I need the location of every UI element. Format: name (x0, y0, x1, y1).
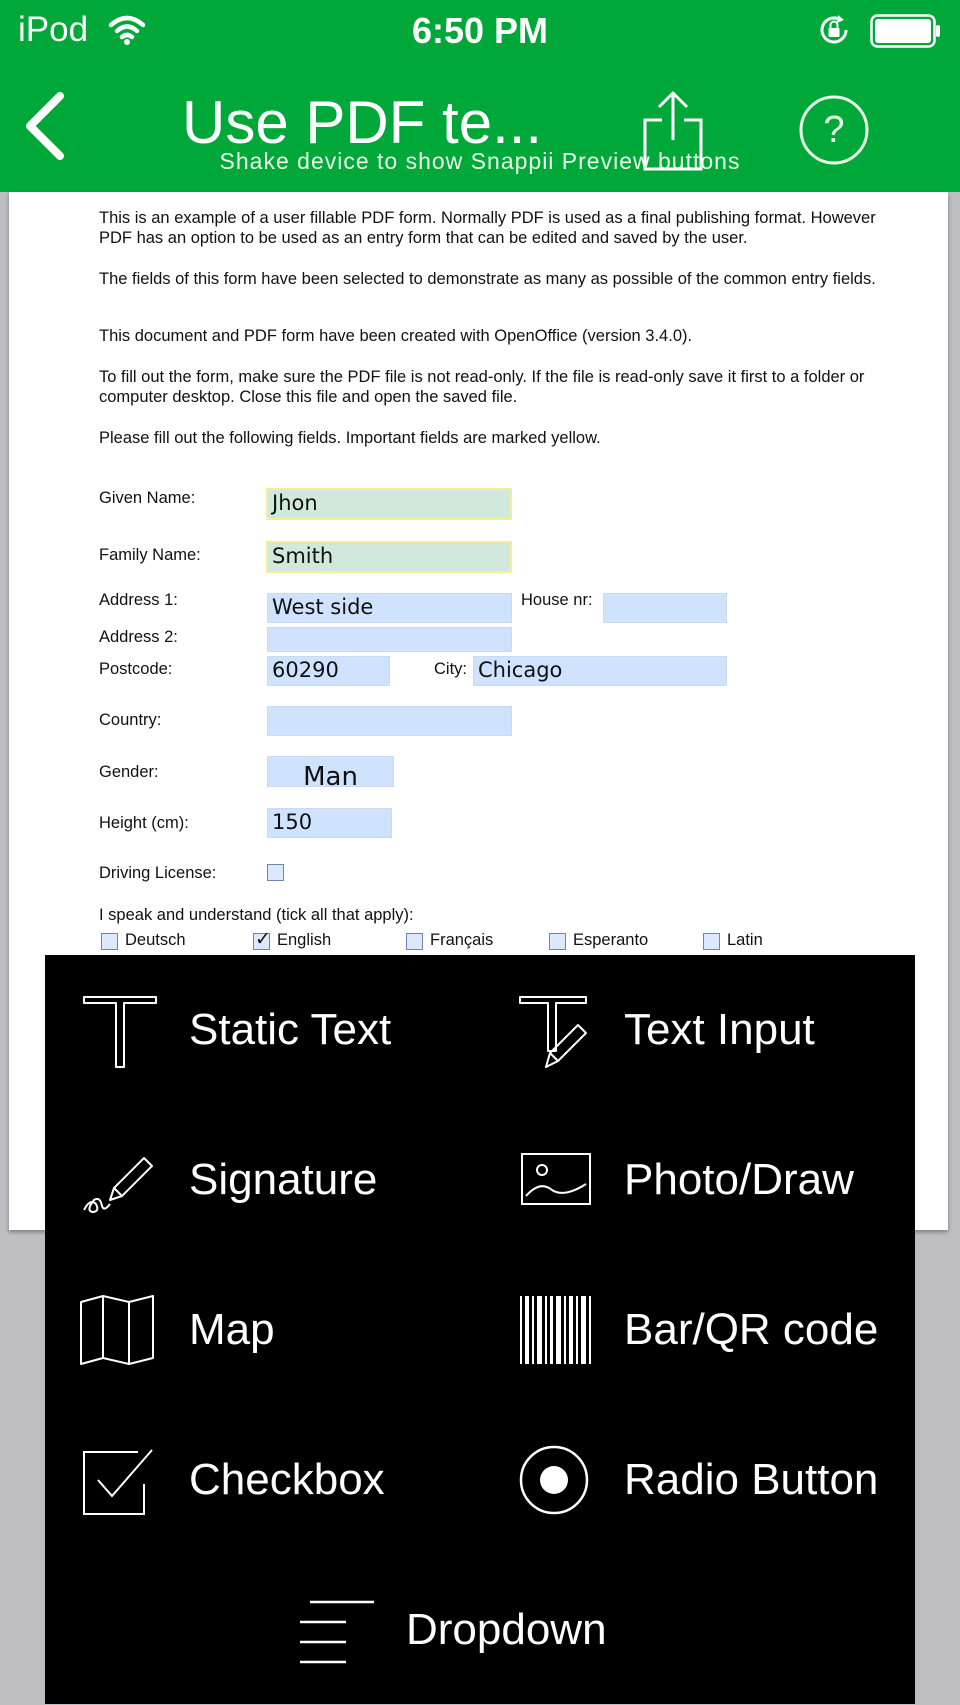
carrier-label: iPod (18, 10, 89, 49)
english-label: English (277, 931, 332, 949)
barcode-option[interactable] (480, 1255, 915, 1405)
clock: 6:50 PM (411, 10, 549, 51)
navigation-bar (0, 62, 960, 192)
page-title: Use PDF te... (182, 89, 543, 156)
francais-checkbox[interactable] (406, 933, 423, 950)
radio-button-icon (516, 1440, 596, 1520)
signature-label: Signature (189, 1155, 378, 1204)
intro-paragraph: This is an example of a user fillable PDF form. Normally PDF is used as a final publishing format. However PDF has an option to be used as an entry form that can be edited and saved by the user. (99, 209, 876, 247)
rotation-lock-icon (816, 12, 852, 48)
postcode-label: Postcode: (99, 660, 173, 678)
photo-draw-label: Photo/Draw (624, 1155, 854, 1204)
given-name-field[interactable]: Jhon (266, 488, 512, 520)
status-bar (0, 0, 960, 62)
radio-button-option[interactable] (480, 1405, 915, 1555)
map-icon (77, 1290, 157, 1370)
country-field[interactable] (267, 706, 512, 736)
height-field[interactable]: 150 (267, 808, 392, 838)
dropdown-icon (298, 1590, 378, 1670)
driving-license-label: Driving License: (99, 864, 217, 882)
gender-label: Gender: (99, 763, 159, 781)
photo-draw-icon (516, 1140, 596, 1220)
text-input-label: Text Input (624, 1005, 815, 1054)
checkbox-label: Checkbox (189, 1455, 385, 1504)
address2-label: Address 2: (99, 628, 178, 646)
fields-paragraph: The fields of this form have been selected to demonstrate as many as possible of the common entry fields. (99, 270, 876, 288)
family-name-field[interactable]: Smith (266, 541, 512, 573)
house-nr-field[interactable] (603, 593, 727, 623)
address2-field[interactable] (267, 627, 512, 652)
english-checkbox[interactable] (253, 929, 271, 950)
field-type-menu (45, 955, 915, 1704)
static-text-icon (80, 993, 160, 1073)
latin-label: Latin (727, 931, 763, 949)
map-option[interactable] (45, 1255, 480, 1405)
deutsch-label: Deutsch (125, 931, 186, 949)
driving-license-checkbox[interactable] (267, 864, 284, 881)
postcode-field[interactable]: 60290 (267, 656, 390, 686)
latin-checkbox[interactable] (703, 933, 720, 950)
text-input-icon (516, 993, 596, 1073)
map-label: Map (189, 1305, 275, 1354)
esperanto-label: Esperanto (573, 931, 649, 949)
deutsch-checkbox[interactable] (101, 933, 118, 950)
languages-label: I speak and understand (tick all that apply): (99, 906, 414, 924)
city-field[interactable]: Chicago (473, 656, 727, 686)
text-input-option[interactable] (480, 955, 915, 1105)
signature-option[interactable] (45, 1105, 480, 1255)
static-text-option[interactable] (45, 955, 480, 1105)
francais-label: Français (430, 931, 494, 949)
dropdown-option[interactable] (262, 1555, 697, 1705)
country-label: Country: (99, 711, 162, 729)
esperanto-checkbox[interactable] (549, 933, 566, 950)
family-name-label: Family Name: (99, 546, 201, 564)
address1-field[interactable]: West side (267, 593, 512, 623)
preview-hint: Shake device to show Snappii Preview buttons (219, 148, 741, 174)
signature-icon (80, 1140, 160, 1220)
photo-draw-option[interactable] (480, 1105, 915, 1255)
address1-label: Address 1: (99, 591, 178, 609)
dropdown-label: Dropdown (406, 1605, 607, 1654)
checkbox-icon (80, 1440, 160, 1520)
openoffice-paragraph: This document and PDF form have been created with OpenOffice (version 3.4.0). (99, 327, 693, 345)
height-label: Height (cm): (99, 814, 189, 832)
svg-text:?: ? (823, 109, 845, 151)
barcode-label: Bar/QR code (624, 1305, 879, 1354)
barcode-icon (516, 1290, 596, 1370)
given-name-label: Given Name: (99, 489, 196, 507)
static-text-label: Static Text (189, 1005, 392, 1054)
radio-button-label: Radio Button (624, 1455, 879, 1504)
instructions-paragraph: Please fill out the following fields. Important fields are marked yellow. (99, 429, 601, 447)
readonly-paragraph: To fill out the form, make sure the PDF file is not read-only. If the file is read-only save it first to a folder or computer desktop. Close this file and open the saved file. (99, 368, 865, 406)
city-label: City: (434, 660, 467, 678)
gender-dropdown[interactable]: Man (267, 756, 394, 787)
checkbox-option[interactable] (45, 1405, 480, 1555)
house-nr-label: House nr: (521, 591, 593, 609)
check-mark-icon: ✓ (255, 929, 271, 950)
battery-icon (870, 14, 942, 48)
